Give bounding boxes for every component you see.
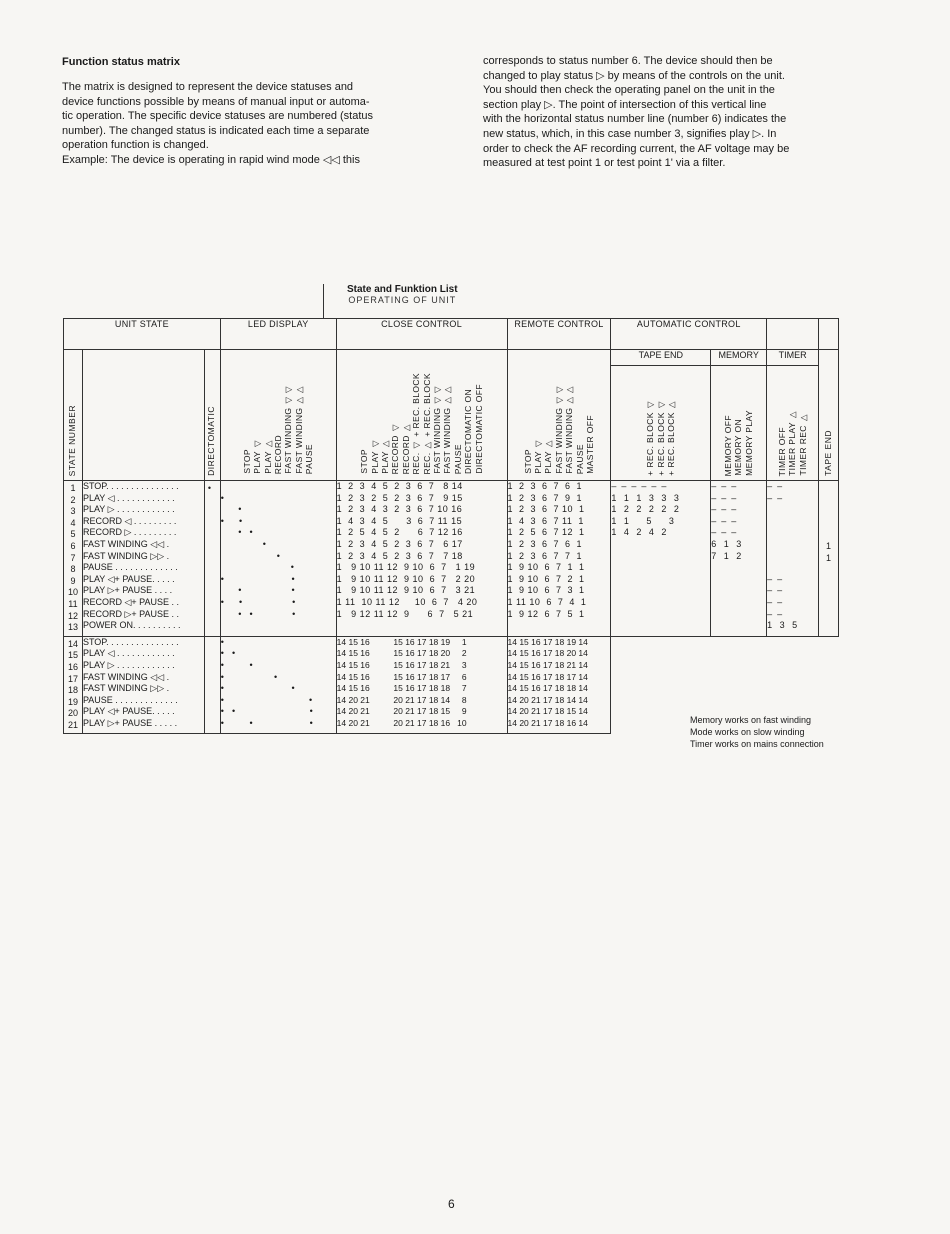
table-title: State and Funktion List <box>347 284 458 295</box>
directomatic-dot: • <box>204 481 220 637</box>
vlabel: PLAY ▷ <box>379 438 390 474</box>
vlabel: TIMER PLAY ▷ <box>787 409 798 476</box>
led-labels <box>221 350 336 478</box>
close-values: 14 15 16 15 16 17 18 19 1 14 15 16 15 16 17 18 20 2 14 15 16 15 16 17 18 21 3 14 15 16 15 16 17 18 17 6 14 15 16 15 16 17 18 18 7 14 20 21 20 21 17 18 14 8 14 20 21 20 21 17 18 15 9 14 20 21 20 21 17 18 16 10 <box>336 636 507 734</box>
note-line: Timer works on mains connection <box>690 739 824 749</box>
header-remote-control: REMOTE CONTROL <box>507 319 611 350</box>
header-led-display: LED DISPLAY <box>220 319 336 350</box>
text-line: section play ▷. The point of intersection of this vertical line <box>483 98 767 111</box>
col-state-number <box>64 350 83 481</box>
header-timer: TIMER <box>767 350 819 366</box>
vlabel: PAUSE <box>452 443 463 474</box>
header-automatic-control: AUTOMATIC CONTROL <box>611 319 767 350</box>
vlabel: PLAY ▷ <box>543 438 554 474</box>
col-close <box>336 350 507 481</box>
text-line: measured at test point 1 or test point 1' via a filter. <box>483 157 726 170</box>
header-blank <box>767 319 819 350</box>
close-values: 1 2 3 4 5 2 3 6 7 8 14 1 2 3 2 5 2 3 6 7 9 15 1 2 3 4 3 2 3 6 7 10 16 1 4 3 4 5 3 6 7 11 15 1 2 5 4 5 2 6 7 12 16 1 2 3 4 5 2 3 6 7 6 17 1 2 3 4 5 2 3 6 7 7 18 1 9 10 11 12 9 10 6 7 1 19 1 9 10 11 12 9 10 6 7 2 20 1 9 10 11 12 9 10 6 7 3 21 1 11 10 11 12 10 6 7 4 20 1 9 12 11 12 9 6 7 5 21 <box>336 481 507 637</box>
note-line: Mode works on slow winding <box>690 727 805 737</box>
timer-values: – – – – – – – – – – – – 1 3 5 <box>767 481 819 637</box>
vlabel: FAST WINDING ▷▷ <box>442 384 453 474</box>
vlabel: PAUSE <box>304 443 315 474</box>
memory-values: – – – – – – – – – – – – – – – 6 1 3 7 1 2 <box>711 481 767 637</box>
vlabel: REC. ◁ + REC. BLOCK <box>411 372 422 474</box>
text-line: with the horizontal status number line (number 6) indicates the <box>483 113 787 126</box>
vlabel-directomatic: DIRECTOMATIC <box>206 406 217 476</box>
vlabel: MEMORY PLAY <box>743 410 754 476</box>
col-tape-end-sub <box>611 366 711 481</box>
text-line: The matrix is designed to represent the device statuses and <box>62 81 354 93</box>
state-numbers: 14 15 16 17 18 19 20 21 <box>64 636 83 734</box>
vlabel: + REC. BLOCK ▷ <box>666 399 676 476</box>
tape-end-values: – – – – – – 1 1 1 3 3 3 1 2 2 2 2 2 1 1 5 3 1 4 2 4 2 <box>611 481 711 637</box>
remote-labels <box>508 350 611 478</box>
vlabel: FAST WINDING ◁◁ <box>283 384 294 474</box>
text-line: order to check the AF recording current, the AF voltage may be <box>483 142 790 155</box>
directomatic-blank <box>204 636 220 734</box>
vlabel: PLAY ◁ <box>369 438 380 474</box>
vlabel: PLAY ◁ <box>252 438 263 474</box>
vlabel: RECORD ◁ <box>390 421 401 474</box>
header-unit-state: UNIT STATE <box>64 319 221 350</box>
col-timer-sub <box>767 366 819 481</box>
text-line: device functions possible by means of manual input or automa- <box>62 95 370 108</box>
text-line: Example: The device is operating in rapid wind mode ◁◁ this <box>62 153 360 166</box>
text-line: new status, which, in this case number 3, signifies play ▷. In <box>483 127 777 140</box>
text-line: corresponds to status number 6. The device should then be <box>483 55 773 67</box>
vlabel: MEMORY OFF <box>723 414 734 476</box>
divider-line <box>323 284 324 318</box>
tape-end-col-values: 1 1 <box>819 481 839 637</box>
right-paragraph <box>483 54 839 171</box>
header-tape-end: TAPE END <box>611 350 711 366</box>
table-title-block <box>347 284 458 305</box>
vlabel: PLAY ◁ <box>532 438 543 474</box>
header-blank <box>819 319 839 350</box>
state-function-table <box>63 318 839 734</box>
close-labels <box>337 350 507 478</box>
remote-values: 1 2 3 6 7 6 1 1 2 3 6 7 9 1 1 2 3 6 7 10 1 1 4 3 6 7 11 1 1 2 5 6 7 12 1 1 2 3 6 7 6 1 1 2 3 6 7 7 1 1 9 10 6 7 1 1 1 9 10 6 7 2 1 1 9 10 6 7 3 1 1 11 10 6 7 4 1 1 9 12 6 7 5 1 <box>507 481 611 637</box>
text-line: operation function is changed. <box>62 139 209 152</box>
text-line: number). The changed status is indicated each time a separate <box>62 124 370 137</box>
remote-values: 14 15 16 17 18 19 14 14 15 16 17 18 20 14 14 15 16 17 18 21 14 14 15 16 17 18 17 14 14 15 16 17 18 18 14 14 20 21 17 18 14 14 14 20 21 17 18 15 14 14 20 21 17 18 16 14 <box>507 636 611 734</box>
vlabel: STOP <box>241 449 252 474</box>
section-heading: Function status matrix <box>62 56 180 68</box>
vlabel: + REC. BLOCK ◁ <box>655 399 666 476</box>
timer-labels <box>767 366 818 480</box>
vlabel: + REC. BLOCK ◁ <box>645 399 656 476</box>
state-names: STOP. . . . . . . . . . . . . . . PLAY ◁ . . . . . . . . . . . . PLAY ▷ . . . . . . . . . . . . FAST WINDING ◁◁ . FAST WINDING ▷▷ . PAUSE . . . . . . . . . . . . . PLAY ◁+ PAUSE. . . . . PLAY ▷+ PAUSE . . . . . <box>82 636 204 734</box>
col-remote <box>507 350 611 481</box>
notes <box>690 714 824 750</box>
state-numbers: 1 2 3 4 5 6 7 8 9 10 11 12 13 <box>64 481 83 637</box>
vlabel: DIRECTOMATIC OFF <box>473 384 484 474</box>
note-line: Memory works on fast winding <box>690 715 812 725</box>
vlabel: RECORD <box>273 434 284 474</box>
vlabel: TIMER OFF <box>776 426 787 476</box>
vlabel: MEMORY ON <box>733 419 744 476</box>
vlabel-state-number: STATE NUMBER <box>66 404 77 476</box>
col-tape-end <box>819 350 839 481</box>
col-state-blank <box>82 350 204 481</box>
vlabel: REC. ▷ + REC. BLOCK <box>421 372 432 474</box>
vlabel: DIRECTOMATIC ON <box>463 388 474 474</box>
vlabel: TIMER REC ▷ <box>797 412 808 476</box>
vlabel: FAST WINDING ▷▷ <box>564 384 575 474</box>
left-paragraph <box>62 80 424 168</box>
vlabel-tape-end: TAPE END <box>822 430 833 476</box>
vlabel: FAST WINDING ◁◁ <box>553 384 564 474</box>
col-memory-sub <box>711 366 767 481</box>
vlabel: STOP <box>359 449 370 474</box>
text-line: changed to play status ▷ by means of the controls on the unit. <box>483 69 785 82</box>
text-line: tic operation. The specific device statuses are numbered (status <box>62 110 374 123</box>
vlabel: STOP <box>522 449 533 474</box>
memory-labels <box>711 366 766 480</box>
page-number: 6 <box>448 1197 455 1211</box>
header-close-control: CLOSE CONTROL <box>336 319 507 350</box>
vlabel: FAST WINDING ▷▷ <box>293 384 304 474</box>
text-line: You should then check the operating panel on the unit in the <box>483 84 775 97</box>
tape-end-labels <box>611 366 710 480</box>
block1-row <box>64 481 839 637</box>
led-dots: • • • • • • • • • • • • • • • • • • • <box>220 481 336 637</box>
vlabel: FAST WINDING ◁◁ <box>432 384 442 474</box>
col-directomatic <box>204 350 220 481</box>
vlabel: MASTER OFF <box>584 415 595 474</box>
state-names: STOP. . . . . . . . . . . . . . . PLAY ◁ . . . . . . . . . . . . PLAY ▷ . . . . . . . . . . . . RECORD ◁ . . . . . . . . . RECORD ▷ . . . . . . . . . FAST WINDING ◁◁ . FAST WINDING ▷▷ . PAUSE . . . . . . . . . . . . . PLAY ◁+ PAUSE. . . . . PLAY ▷+ PAUSE . . . . RECORD ◁+ PAUSE . . RECORD ▷+ PAUSE . . POWER ON. . . . . . . . . . <box>82 481 204 637</box>
col-led <box>220 350 336 481</box>
table-subtitle: OPERATING OF UNIT <box>348 295 457 305</box>
vlabel: RECORD ▷ <box>400 421 411 474</box>
header-memory: MEMORY <box>711 350 767 366</box>
vlabel: PAUSE <box>574 443 585 474</box>
vlabel: PLAY ▷ <box>262 438 273 474</box>
led-dots: • • • • • • • • • • • • • • • • • <box>220 636 336 734</box>
